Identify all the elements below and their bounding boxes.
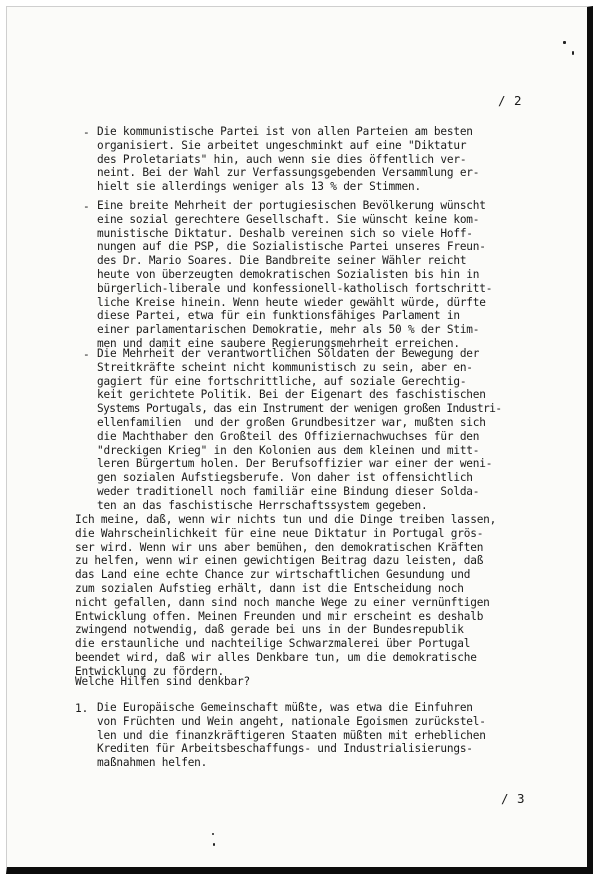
text-line: gagiert für eine fortschrittliche, auf soziale Gerechtig- — [97, 374, 467, 388]
document-page — [6, 6, 593, 874]
text-line: die Machthaber den Großteil des Offiziernachwuchses für den — [97, 429, 480, 443]
text-line: Die Mehrheit der verantwortlichen Soldaten der Bewegung der — [97, 347, 480, 360]
text-line: einer parlamentarischen Demokratie, mehr als 50 % der Stim- — [97, 323, 480, 337]
page-number-bottom: / 3 — [501, 791, 526, 806]
text-line: Die Europäische Gemeinschaft müßte, was etwa die Einfuhren — [97, 701, 473, 714]
text-line: das Land eine echte Chance zur wirtschaftlichen Gesundung und — [75, 568, 471, 582]
scan-speck — [213, 843, 215, 846]
text-line: die erstaunliche und nachteilige Schwarzmalerei über Portugal — [75, 637, 471, 651]
text-line: die Wahrscheinlichkeit für eine neue Diktatur in Portugal grös- — [75, 526, 484, 540]
numbered-item-1 — [97, 701, 486, 770]
text-line: "dreckigen Krieg" in den Kolonien aus dem kleinen und mitt- — [97, 443, 480, 457]
text-line: beendet wird, daß wir alles Denkbare tun, um die demokratische — [75, 650, 477, 664]
scan-speck — [563, 41, 566, 44]
text-line: Entwicklung zu fördern. — [75, 664, 225, 678]
scan-speck — [212, 833, 214, 835]
text-line: diese Partei, etwa für ein funktionsfähiges Parlament in — [97, 309, 460, 323]
numbered-marker: 1. — [75, 702, 89, 715]
text-line: weder traditionell noch familiär eine Bindung dieser Solda- — [97, 484, 480, 498]
bullet-marker: - — [83, 126, 90, 139]
text-line: nungen auf die PSP, die Sozialistische Partei unseres Freun- — [97, 240, 486, 254]
bullet-item-communist-party — [97, 125, 479, 194]
page-number-top: / 2 — [498, 93, 523, 108]
text-line: gen sozialen Aufstiegsberufe. Von daher ist offensichtlich — [97, 471, 473, 485]
bullet-item-population-majority — [97, 199, 492, 351]
text-line: zwingend notwendig, daß gerade bei uns in der Bundesrepublik — [75, 623, 464, 637]
text-line: zum sozialen Aufstieg erhält, dann ist die Entscheidung noch — [75, 581, 464, 595]
text-line: nicht gefallen, dann sind noch manche Wege zu einer vernünftigen — [75, 595, 490, 609]
text-line: hielt sie allerdings weniger als 13 % der Stimmen. — [97, 180, 421, 194]
text-line: Ich meine, daß, wenn wir nichts tun und die Dinge treiben lassen, — [75, 513, 497, 526]
text-line: organisiert. Sie arbeitet ungeschminkt auf eine "Diktatur — [97, 138, 467, 152]
bullet-marker: - — [83, 348, 90, 361]
text-line: munistische Diktatur. Deshalb vereinen sich so viele Hoff- — [97, 226, 473, 240]
text-line: leren Bürgertum holen. Der Berufsoffizier war einer der weni- — [97, 457, 493, 471]
text-line: Streitkräfte scheint nicht kommunistisch zu sein, aber en- — [97, 360, 473, 374]
text-line: keit gerichtete Politik. Bei der Eigenart des faschistischen — [97, 388, 486, 402]
text-line: Krediten für Arbeitsbeschaffungs- und Industrialisierungs- — [97, 742, 473, 756]
text-line: des Proletariats" hin, auch wenn sie dies öffentlich ver- — [97, 152, 467, 166]
text-line: ten an das faschistische Herrschaftssystem gegeben. — [97, 498, 428, 512]
section-question — [75, 675, 250, 689]
text-line: des Dr. Mario Soares. Die Bandbreite seiner Wähler reicht — [97, 254, 467, 268]
text-line: Systems Portugals, das ein Instrument der wenigen großen Industri- — [97, 402, 502, 416]
text-line: maßnahmen helfen. — [97, 756, 208, 770]
text-line: heute von überzeugten demokratischen Sozialisten bis hin in — [97, 267, 480, 281]
text-line: liche Kreise hinein. Wenn heute wieder gewählt würde, dürfte — [97, 295, 486, 309]
text-line: ellenfamilien und der großen Grundbesitzer war, mußten sich — [97, 415, 486, 429]
scan-speck — [572, 51, 574, 55]
text-line: Die kommunistische Partei ist von allen Parteien am besten — [97, 125, 473, 138]
bullet-item-armed-forces — [97, 347, 502, 513]
text-line: Eine breite Mehrheit der portugiesischen Bevölkerung wünscht — [97, 199, 486, 212]
text-line: zu helfen, wenn wir einen gewichtigen Beitrag dazu leisten, daß — [75, 554, 484, 568]
text-line: ser wird. Wenn wir uns aber bemühen, den demokratischen Kräften — [75, 540, 484, 554]
bullet-marker: - — [83, 200, 90, 213]
text-line: Entwicklung offen. Meinen Freunden und mir erscheint es deshalb — [75, 609, 484, 623]
text-line: men und damit eine saubere Regierungsmehrheit erreichen. — [97, 336, 460, 350]
text-line: neint. Bei der Wahl zur Verfassungsgebenden Versammlung er- — [97, 166, 480, 180]
question-text: Welche Hilfen sind denkbar? — [75, 675, 250, 688]
body-paragraph — [75, 513, 496, 679]
text-line: bürgerlich-liberale und konfessionell-katholisch fortschritt- — [97, 281, 493, 295]
text-line: len und die finanzkräftigeren Staaten müßten mit erheblichen — [97, 728, 486, 742]
text-line: eine sozial gerechtere Gesellschaft. Sie wünscht keine kom- — [97, 212, 480, 226]
text-line: von Früchten und Wein angeht, nationale Egoismen zurückstel- — [97, 714, 486, 728]
